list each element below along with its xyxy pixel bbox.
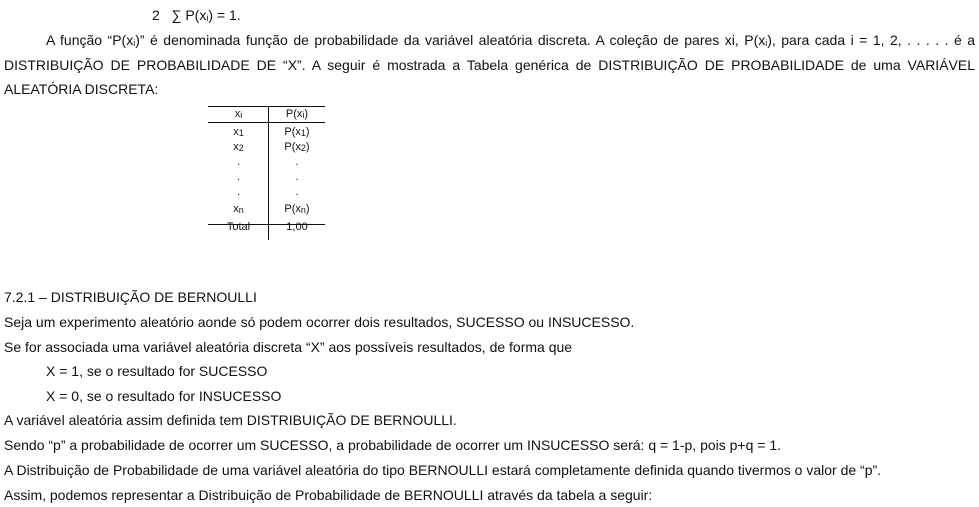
property-2: [152, 6, 241, 27]
cell-p: .: [295, 156, 299, 168]
cell-x: $x_2$: [233, 141, 244, 153]
section-line-4: X = 0, se o resultado for INSUCESSO: [46, 388, 282, 404]
p1-text-c: ), para cada i = 1, 2, . . . . . é a: [767, 32, 976, 48]
property-text-b: ) = 1.: [208, 7, 241, 23]
cell-p: .: [295, 186, 299, 198]
paragraph-1-line-1: [46, 31, 975, 52]
probability-table: [208, 106, 325, 236]
table-row: [208, 140, 325, 155]
total-value: 1,00: [286, 221, 308, 233]
section-heading: 7.2.1 – DISTRIBUIÇÃO DE BERNOULLI: [4, 289, 257, 305]
cell-p: $P(x_1)$: [284, 126, 310, 138]
cell-p: $P(x_n)$: [284, 203, 310, 215]
table-row: [208, 155, 325, 170]
cell-x: .: [236, 186, 241, 198]
table-row: [208, 170, 325, 185]
paragraph-1-line-2: DISTRIBUIÇÃO DE PROBABILIDADE DE “X”. A seguir é mostrada a Tabela genérica de DISTRIBUIÇÃO DE PROBABILIDADE de uma VARIÁVEL: [4, 57, 975, 73]
section-line-8: Assim, podemos representar a Distribuição de Probabilidade de BERNOULLI através da tabela a seguir:: [4, 487, 653, 503]
total-label: Total: [226, 221, 251, 233]
table-header-row: [208, 106, 325, 122]
header-xi: $x_i$: [234, 108, 243, 120]
section-line-3: X = 1, se o resultado for SUCESSO: [46, 363, 268, 379]
cell-x: .: [236, 156, 241, 168]
p1-text-a: A função “P(x: [46, 32, 134, 48]
section-line-1: Seja um experimento aleatório aonde só podem ocorrer dois resultados, SUCESSO ou INSUCESSO.: [4, 314, 635, 330]
property-sub: i: [206, 13, 209, 23]
property-number: 2: [152, 7, 160, 23]
section-line-5: A variável aleatória assim definida tem DISTRIBUIÇÃO DE BERNOULLI.: [4, 412, 457, 428]
section-line-2: Se for associada uma variável aleatória discreta “X” aos possíveis resultados, de forma que: [4, 339, 573, 355]
p1-text-b: )” é denominada função de probabilidade da variável aleatória discreta. A coleção de pares xi, P(x: [135, 32, 766, 48]
table-total-row: [208, 219, 325, 236]
cell-x: $x_1$: [233, 126, 244, 138]
paragraph-1-line-3: ALEATÓRIA DISCRETA:: [4, 81, 159, 97]
cell-p: .: [295, 171, 299, 183]
cell-p: $P(x_2)$: [284, 141, 310, 153]
table-row: [208, 185, 325, 200]
cell-x: $x_n$: [233, 203, 244, 215]
cell-x: .: [236, 171, 241, 183]
section-line-6: Sendo “p” a probabilidade de ocorrer um SUCESSO, a probabilidade de ocorrer um INSUCESSO será: q = 1-p, pois p+q = 1.: [4, 437, 782, 453]
p1-sub-a: i: [133, 38, 136, 48]
header-pxi: $P(x_i)$: [285, 108, 309, 120]
table-row: [208, 200, 325, 218]
table-row: [208, 125, 325, 140]
property-text-a: P(x: [185, 7, 207, 23]
section-line-7: A Distribuição de Probabilidade de uma variável aleatória do tipo BERNOULLI estará completamente definida quando tivermos o valor de “p”.: [4, 462, 882, 478]
p1-sub-b: i: [765, 38, 768, 48]
sum-symbol: ∑: [171, 7, 182, 23]
